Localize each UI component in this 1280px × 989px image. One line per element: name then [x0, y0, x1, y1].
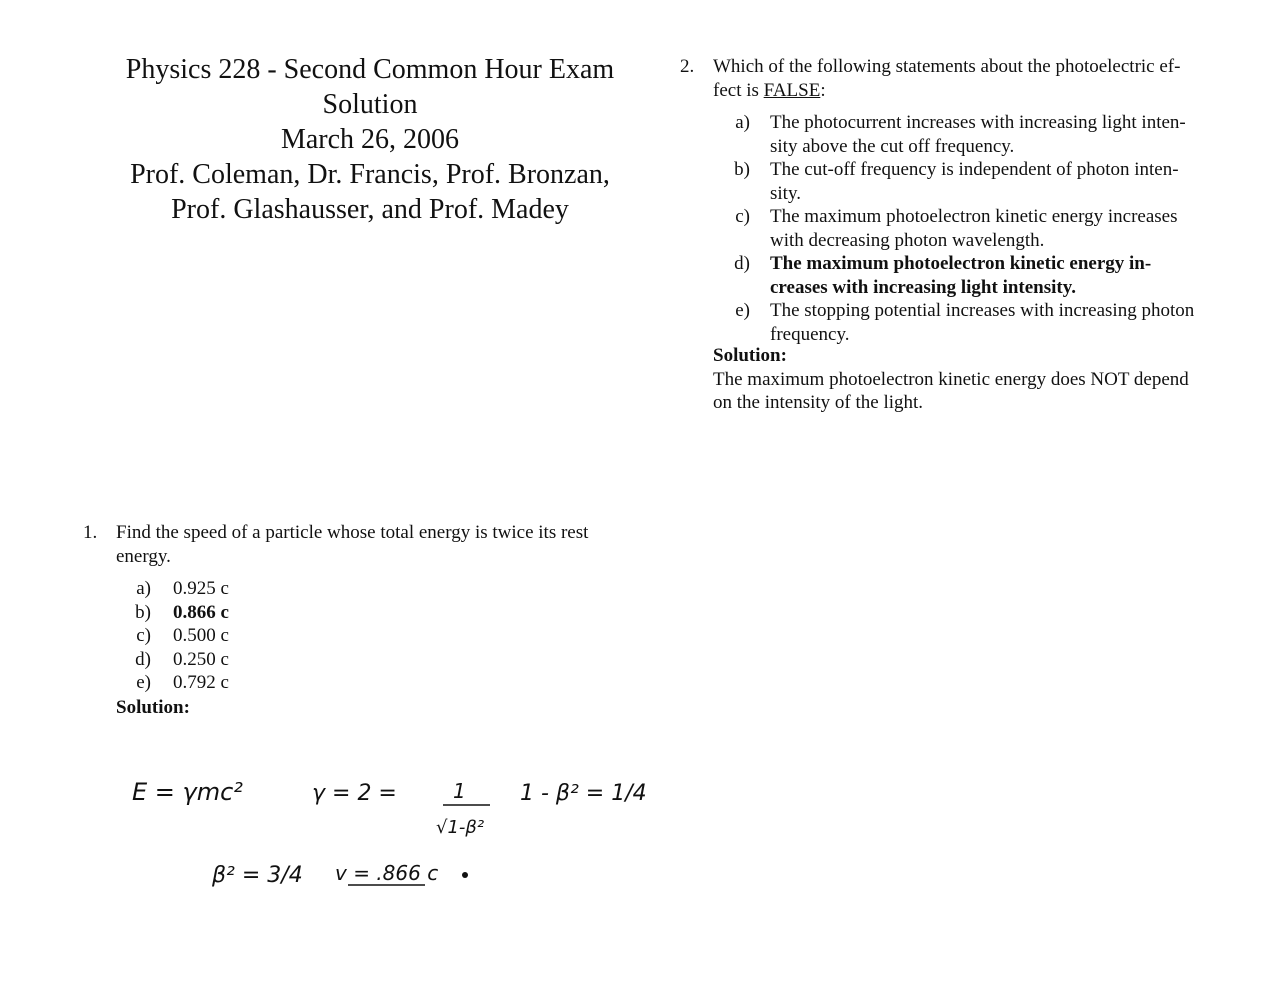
option-text	[770, 299, 1223, 346]
option-label: d)	[734, 253, 750, 274]
option-text	[770, 111, 1223, 158]
answer-options	[713, 111, 1223, 346]
answer-options	[116, 577, 416, 695]
option-text-line: sity.	[770, 182, 801, 204]
option-text-correct: 0.866 c	[173, 601, 229, 623]
question-number: 1.	[83, 522, 98, 543]
answer-option-b	[116, 601, 416, 625]
option-label: e)	[735, 300, 750, 321]
option-label: c)	[136, 625, 151, 646]
solution-label: Solution:	[116, 697, 190, 718]
option-label: e)	[136, 672, 151, 693]
answer-option-b	[713, 158, 1223, 205]
solution-block	[713, 344, 1223, 415]
answer-option-a	[116, 577, 416, 601]
handwritten-eq-velocity: v = .866 c	[335, 861, 439, 885]
question-text	[116, 521, 636, 568]
answer-option-c	[116, 624, 416, 648]
option-text: 0.250 c	[173, 648, 229, 670]
option-text-line: sity above the cut off frequency.	[770, 135, 1015, 157]
exam-date: March 26, 2006	[280, 124, 460, 155]
handwritten-fraction-numerator: 1	[453, 779, 466, 803]
solution-text-line: on the intensity of the light.	[713, 392, 924, 413]
option-label: a)	[735, 112, 750, 133]
answer-option-a	[713, 111, 1223, 158]
exam-authors-line-1: Prof. Coleman, Dr. Francis, Prof. Bronzan,	[130, 159, 610, 190]
exam-subtitle: Solution	[322, 89, 418, 120]
option-label: b)	[135, 601, 151, 623]
exam-title-block	[100, 52, 640, 227]
question-text-prefix: fect is	[713, 79, 764, 101]
handwritten-eq-beta: 1 - β² = 1/4	[520, 781, 647, 806]
option-text-line: The stopping potential increases with increasing photon	[770, 300, 1195, 321]
option-label: d)	[135, 648, 151, 670]
option-text: 0.792 c	[173, 672, 229, 693]
handwritten-eq-gamma: γ = 2 =	[312, 781, 397, 806]
exam-title: Physics 228 - Second Common Hour Exam	[125, 54, 615, 85]
question-text-line	[713, 79, 1223, 103]
handwritten-fraction-denominator: √1-β²	[436, 817, 485, 838]
question-text-line: Which of the following statements about the photoelectric ef-	[713, 56, 1181, 77]
option-text-line: The cut-off frequency is independent of photon inten-	[770, 159, 1179, 180]
option-text-correct	[770, 252, 1223, 299]
option-label: a)	[136, 578, 151, 599]
question-text-line: energy.	[116, 545, 171, 567]
option-text	[770, 158, 1223, 205]
option-text	[770, 205, 1223, 252]
answer-option-d	[116, 648, 416, 672]
handwritten-eq-beta-squared: β² = 3/4	[212, 863, 303, 888]
option-label: c)	[735, 206, 750, 227]
option-text-line: creases with increasing light intensity.	[770, 276, 1076, 298]
option-text: 0.925 c	[173, 578, 229, 599]
question-emphasis-false: FALSE	[763, 79, 821, 101]
option-text-line: The maximum photoelectron kinetic energy increases	[770, 206, 1178, 227]
option-text-line: with decreasing photon wavelength.	[770, 229, 1045, 251]
solution-text-line: The maximum photoelectron kinetic energy does NOT depend	[713, 368, 1189, 390]
question-text-suffix: :	[820, 79, 826, 101]
option-text: 0.500 c	[173, 625, 229, 646]
option-label: b)	[734, 159, 750, 180]
answer-option-d	[713, 252, 1223, 299]
handwritten-eq-energy: E = γmc²	[132, 778, 243, 806]
answer-option-e	[116, 671, 416, 695]
answer-option-c	[713, 205, 1223, 252]
handwritten-mark	[462, 872, 468, 878]
option-text-line: frequency.	[770, 323, 850, 345]
answer-option-e	[713, 299, 1223, 346]
question-text-line: Find the speed of a particle whose total energy is twice its rest	[116, 522, 589, 543]
question-number: 2.	[680, 56, 695, 77]
question-text	[713, 55, 1223, 102]
handwritten-solution	[120, 760, 660, 900]
solution-label: Solution:	[713, 345, 787, 366]
option-text-line: The photocurrent increases with increasing light inten-	[770, 112, 1186, 133]
option-text-line: The maximum photoelectron kinetic energy in-	[770, 253, 1152, 274]
exam-authors-line-2: Prof. Glashausser, and Prof. Madey	[171, 194, 569, 225]
